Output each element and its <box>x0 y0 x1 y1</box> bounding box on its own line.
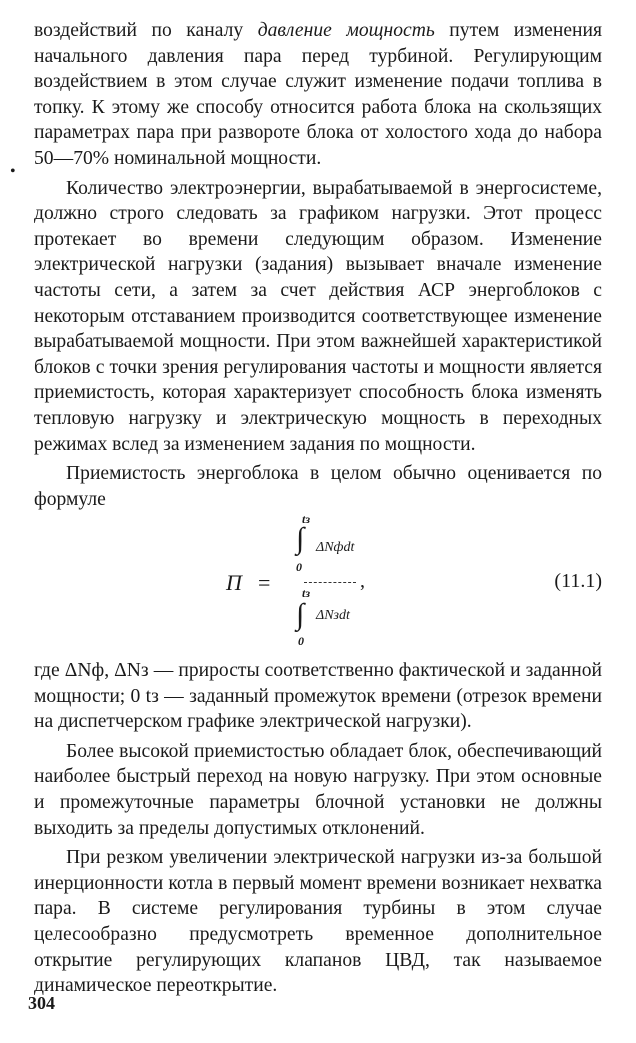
paragraph-4: где ΔNф, ΔNз — приросты соответственно фактической и заданной мощности; 0 tз — заданный промежуток времени (отрезок времени на диспетчерском графике электрической нагрузки). <box>34 660 602 733</box>
paragraph-1-italic-term: давление мощность <box>257 20 435 41</box>
paragraph-5: Более высокой приемистостью обладает блок, обеспечивающий наиболее быстрый переход на новую нагрузку. При этом основные и промежуточные параметры блочной установки не должны выходить за пределы допустимых отклонений. <box>34 740 602 839</box>
paragraph-2: Количество электроэнергии, вырабатываемой в энергосистеме, должно строго следовать за графиком нагрузки. Этот процесс протекает во времени следующим образом. Изменение электрической нагрузки (задания) вызывает вначале изменение частоты сети, а затем за счет действия АСР энергоблоков с некоторым отставанием производится соответствующее изменение вырабатываемой мощности. При этом важнейшей характеристикой блоков с точки зрения регулирования частоты и мощности является приемистость, которая характеризует способность блока изменять тепловую нагрузку и электрическую мощность в переходных режимах вслед за изменением задания по мощности. <box>34 177 602 455</box>
paragraph-3: Приемистость энергоблока в целом обычно оценивается по формуле <box>34 463 602 510</box>
paragraph-1 <box>34 18 602 172</box>
fraction-bar <box>304 582 356 583</box>
page-body-bottom <box>34 658 602 999</box>
formula-11-1 <box>34 510 602 650</box>
page-body-top <box>34 18 602 512</box>
formula-lhs: П <box>226 570 242 595</box>
denominator-integrand: ΔNзdt <box>316 608 350 623</box>
denominator-upper-limit: tз <box>302 586 311 600</box>
numerator-integral-sign: ∫ <box>296 522 305 555</box>
denominator-integral-sign: ∫ <box>296 598 305 631</box>
page-number: 304 <box>28 993 55 1013</box>
margin-bullet-mark: • <box>10 163 16 180</box>
formula-equals: = <box>258 570 271 595</box>
formula-number: (11.1) <box>554 570 602 592</box>
paragraph-6: При резком увеличении электрической нагрузки из-за большой инерционности котла в первый момент времени возникает нехватка пара. В системе регулирования турбины в этом случае целесообразно предусмотреть временное дополнительное открытие регулирующих клапанов ЦВД, так называемое динамическое переоткрытие. <box>34 847 602 997</box>
denominator-lower-limit: 0 <box>298 634 304 648</box>
numerator-integrand: ΔNфdt <box>316 540 355 555</box>
paragraph-1-end: путем изменения начального давления пара перед турбиной. Регулирующим воздействием в этом случае служит изменение подачи топлива в топку. К этому же способу относится работа блока на скользящих параметрах пара при развороте блока от холостого хода до набора 50—70% номинальной мощности. <box>34 20 602 169</box>
formula-comma: , <box>360 570 365 592</box>
numerator-lower-limit: 0 <box>296 560 302 574</box>
numerator-upper-limit: tз <box>302 512 311 526</box>
paragraph-1-start: воздействий по каналу <box>34 20 258 41</box>
